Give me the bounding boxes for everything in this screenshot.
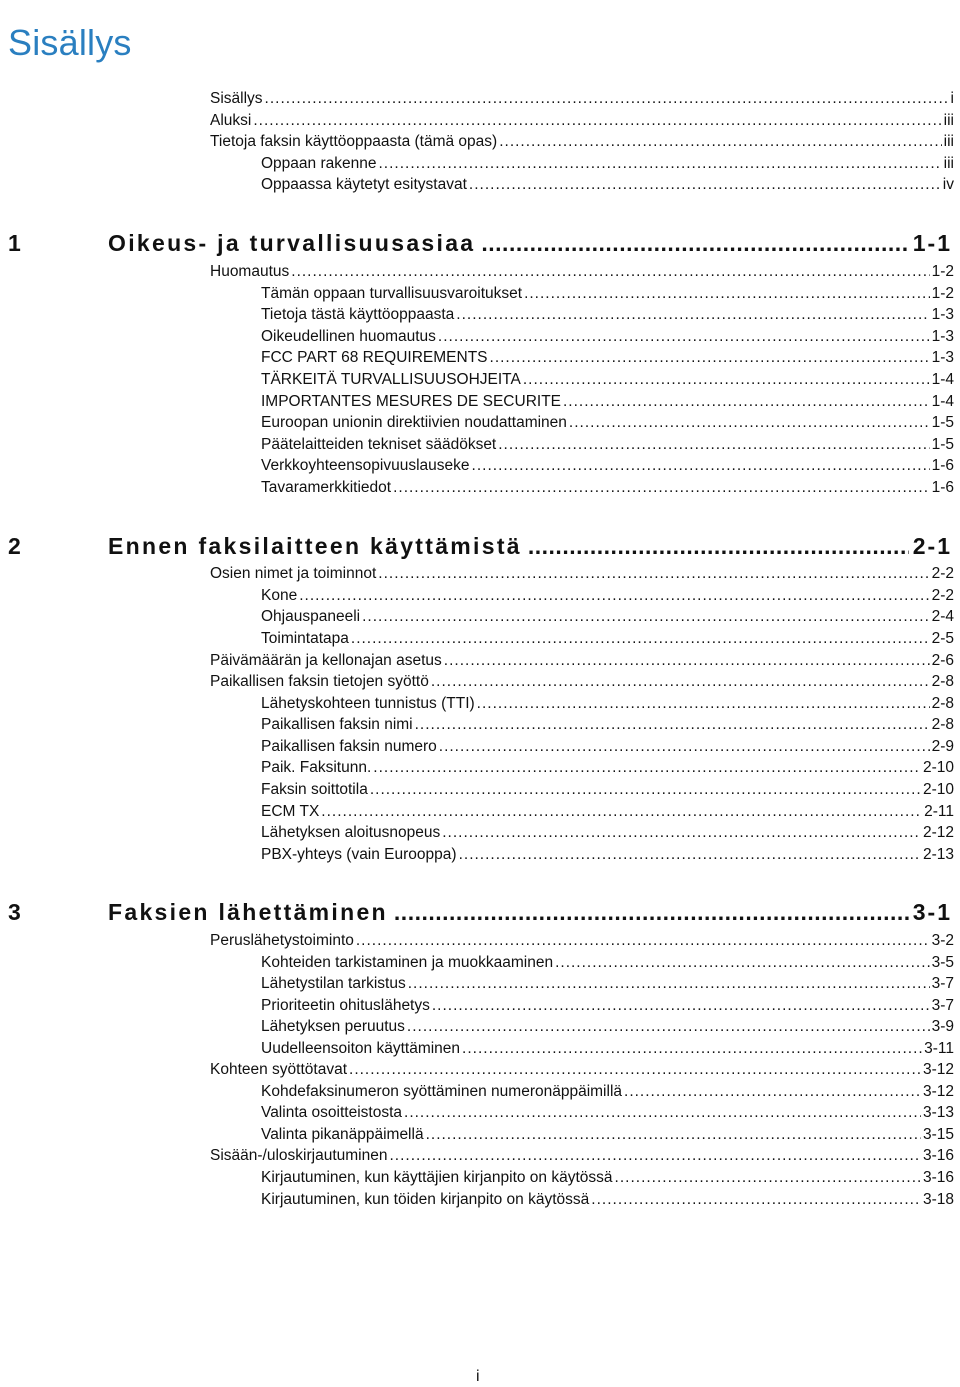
toc-entry[interactable] — [210, 651, 954, 671]
dot-leader — [462, 1039, 922, 1059]
dot-leader — [439, 737, 930, 757]
toc-entry-label: Oppaan rakenne — [261, 155, 377, 172]
toc-entry-label: Tämän oppaan turvallisuusvaroitukset — [261, 285, 523, 302]
page-title: Sisällys — [8, 22, 132, 63]
toc-entry-label: FCC PART 68 REQUIREMENTS — [261, 349, 488, 366]
dot-leader — [524, 284, 930, 304]
toc-entry-label: Päivämäärän ja kellonajan asetus — [210, 652, 442, 669]
dot-leader — [444, 651, 930, 671]
toc-subentry[interactable] — [261, 629, 954, 649]
toc-subentry[interactable] — [261, 1125, 954, 1145]
dot-leader — [438, 327, 930, 347]
toc-entry-label: Lähetystilan tarkistus — [261, 975, 406, 992]
toc-entry-page: 1-3 — [931, 306, 954, 323]
toc-subentry[interactable] — [261, 715, 954, 735]
toc-entry-page: 1-6 — [931, 479, 954, 496]
dot-leader — [407, 1017, 930, 1037]
toc-entry-page: 2-4 — [931, 608, 954, 625]
toc-subentry[interactable] — [261, 845, 954, 865]
toc-entry-label: Kirjautuminen, kun töiden kirjanpito on käytössä — [261, 1191, 590, 1208]
toc-entry-label: Prioriteetin ohituslähetys — [261, 997, 430, 1014]
toc-entry-page: 2-6 — [931, 652, 954, 669]
chapter-page: 3-1 — [912, 899, 952, 925]
toc-subentry[interactable] — [261, 305, 954, 325]
toc-entry-page: 2-12 — [922, 824, 954, 841]
toc-entry-label: Valinta pikanäppäimellä — [261, 1126, 424, 1143]
toc-subentry[interactable] — [261, 1082, 954, 1102]
dot-leader — [378, 154, 941, 174]
toc-subentry[interactable] — [261, 1190, 954, 1210]
toc-subentry[interactable] — [261, 175, 954, 195]
toc-entry-page: 2-11 — [924, 803, 954, 820]
toc-entry[interactable] — [210, 564, 954, 584]
dot-leader — [415, 715, 930, 735]
dot-leader — [370, 780, 921, 800]
toc-entry-label: Lähetyksen aloitusnopeus — [261, 824, 441, 841]
toc-entry-label: Oikeudellinen huomautus — [261, 328, 436, 345]
toc-entry-label: Tavaramerkkitiedot — [261, 479, 392, 496]
dot-leader — [404, 1103, 921, 1123]
toc-entry-label: Päätelaitteiden tekniset säädökset — [261, 436, 497, 453]
toc-subentry[interactable] — [261, 348, 954, 368]
toc-entry-page: 2-8 — [931, 673, 954, 690]
dot-leader — [299, 586, 929, 606]
toc-entry-page: 1-5 — [931, 436, 954, 453]
toc-subentry[interactable] — [261, 456, 954, 476]
toc-entry-label: Euroopan unionin direktiivien noudattaminen — [261, 414, 567, 431]
toc-entry-page: 3-7 — [931, 975, 954, 992]
toc-entry-page: 3-18 — [922, 1191, 954, 1208]
dot-leader — [456, 305, 929, 325]
dot-leader — [459, 845, 921, 865]
dot-leader — [389, 1146, 920, 1166]
toc-entry-page: 2-8 — [931, 716, 954, 733]
dot-leader — [394, 897, 909, 927]
chapter-heading[interactable] — [8, 531, 952, 561]
toc-entry-page: iii — [943, 133, 954, 150]
toc-entry[interactable] — [210, 1060, 954, 1080]
toc-subentry[interactable] — [261, 780, 954, 800]
toc-entry-page: 2-2 — [931, 565, 954, 582]
toc-subentry[interactable] — [261, 694, 954, 714]
toc-subentry[interactable] — [261, 586, 954, 606]
toc-entry-page: 3-12 — [922, 1083, 954, 1100]
toc-entry-page: 1-2 — [931, 285, 954, 302]
toc-subentry[interactable] — [261, 737, 954, 757]
dot-leader — [472, 456, 930, 476]
toc-entry-page: 1-6 — [931, 457, 954, 474]
dot-leader — [432, 996, 930, 1016]
dot-leader — [469, 175, 941, 195]
toc-entry-label: Kirjautuminen, kun käyttäjien kirjanpito on käytössä — [261, 1169, 613, 1186]
toc-entry-label: Valinta osoitteistosta — [261, 1104, 403, 1121]
dot-leader — [555, 953, 930, 973]
toc-entry-label: Lähetyksen peruutus — [261, 1018, 405, 1035]
toc-entry-label: Paik. Faksitunn. — [261, 759, 372, 776]
toc-entry[interactable] — [210, 931, 954, 951]
dot-leader — [373, 758, 921, 778]
toc-entry-label: Peruslähetystoiminto — [210, 932, 354, 949]
toc-entry-page: 1-5 — [931, 414, 954, 431]
toc-subentry[interactable] — [261, 823, 954, 843]
toc-subentry[interactable] — [261, 370, 954, 390]
toc-subentry[interactable] — [261, 413, 954, 433]
dot-leader — [351, 629, 930, 649]
chapter-number: 1 — [8, 230, 21, 256]
dot-leader — [591, 1190, 921, 1210]
toc-subentry[interactable] — [261, 996, 954, 1016]
toc-entry-page: 2-10 — [922, 781, 954, 798]
toc-subentry[interactable] — [261, 1017, 954, 1037]
dot-leader — [490, 348, 930, 368]
toc-entry-label: ECM TX — [261, 803, 320, 820]
dot-leader — [624, 1082, 921, 1102]
toc-entry-label: Paikallisen faksin nimi — [261, 716, 413, 733]
toc-entry-label: Oppaassa käytetyt esitystavat — [261, 176, 467, 193]
toc-entry-page: 1-4 — [931, 371, 954, 388]
chapter-title: Faksien lähettäminen — [108, 899, 388, 925]
toc-entry-page: 3-15 — [922, 1126, 954, 1143]
toc-subentry[interactable] — [261, 284, 954, 304]
toc-entry-page: iv — [942, 176, 954, 193]
dot-leader — [499, 132, 941, 152]
dot-leader — [253, 111, 941, 131]
toc-entry-label: Faksin soittotila — [261, 781, 368, 798]
toc-entry[interactable] — [210, 262, 954, 282]
dot-leader — [528, 531, 909, 561]
toc-entry-page: 2-2 — [931, 587, 954, 604]
toc-entry-page: 1-3 — [931, 328, 954, 345]
toc-entry-label: Paikallisen faksin tietojen syöttö — [210, 673, 429, 690]
toc-subentry[interactable] — [261, 607, 954, 627]
chapter-number: 3 — [8, 899, 21, 925]
dot-leader — [426, 1125, 921, 1145]
toc-entry-label: Toimintatapa — [261, 630, 349, 647]
toc-entry-page: 2-8 — [931, 695, 954, 712]
toc-entry-page: i — [950, 90, 954, 107]
toc-entry-label: Tietoja faksin käyttöoppaasta (tämä opas) — [210, 133, 498, 150]
toc-entry-label: Osien nimet ja toiminnot — [210, 565, 377, 582]
chapter-page: 2-1 — [912, 533, 952, 559]
toc-entry-label: Uudelleensoiton käyttäminen — [261, 1040, 461, 1057]
toc-entry[interactable] — [210, 111, 954, 131]
toc-entry-label: TÄRKEITÄ TURVALLISUUSOHJEITA — [261, 371, 521, 388]
chapter-page: 1-1 — [912, 230, 952, 256]
dot-leader — [498, 435, 929, 455]
toc-entry-label: Tietoja tästä käyttöoppaasta — [261, 306, 455, 323]
toc-entry-label: Kone — [261, 587, 298, 604]
dot-leader — [481, 228, 908, 258]
dot-leader — [442, 823, 921, 843]
toc-entry-page: 1-2 — [931, 263, 954, 280]
toc-entry-label: Aluksi — [210, 112, 252, 129]
toc-entry-page: 3-5 — [931, 954, 954, 971]
toc-entry-page: 3-2 — [931, 932, 954, 949]
toc-entry-label: Huomautus — [210, 263, 290, 280]
dot-leader — [362, 607, 929, 627]
toc-entry-page: 1-4 — [931, 393, 954, 410]
chapter-number: 2 — [8, 533, 21, 559]
toc-subentry[interactable] — [261, 1103, 954, 1123]
toc-entry-label: Kohteiden tarkistaminen ja muokkaaminen — [261, 954, 554, 971]
dot-leader — [349, 1060, 921, 1080]
toc-entry-page: 3-9 — [931, 1018, 954, 1035]
toc-entry-label: Verkkoyhteensopivuuslauseke — [261, 457, 470, 474]
toc-entry[interactable] — [210, 89, 954, 109]
toc-subentry[interactable] — [261, 154, 954, 174]
dot-leader — [356, 931, 930, 951]
toc-subentry[interactable] — [261, 478, 954, 498]
toc-entry-page: 3-13 — [922, 1104, 954, 1121]
toc-entry-page: 2-10 — [922, 759, 954, 776]
toc-subentry[interactable] — [261, 392, 954, 412]
dot-leader — [321, 802, 922, 822]
dot-leader — [523, 370, 930, 390]
toc-subentry[interactable] — [261, 974, 954, 994]
toc-entry[interactable] — [210, 672, 954, 692]
dot-leader — [408, 974, 930, 994]
toc-entry-label: Kohteen syöttötavat — [210, 1061, 348, 1078]
dot-leader — [291, 262, 929, 282]
toc-entry-label: Sisään-/uloskirjautuminen — [210, 1147, 388, 1164]
toc-entry-label: IMPORTANTES MESURES DE SECURITE — [261, 393, 561, 410]
dot-leader — [615, 1168, 921, 1188]
chapter-heading[interactable] — [8, 228, 952, 258]
dot-leader — [569, 413, 930, 433]
toc-entry-page: iii — [943, 112, 954, 129]
toc-entry-page: 3-16 — [922, 1169, 954, 1186]
dot-leader — [393, 478, 930, 498]
dot-leader — [477, 694, 930, 714]
toc-entry-label: PBX-yhteys (vain Eurooppa) — [261, 846, 457, 863]
toc-entry-page: 2-9 — [931, 738, 954, 755]
toc-subentry[interactable] — [261, 435, 954, 455]
toc-entry-page: 3-16 — [922, 1147, 954, 1164]
dot-leader — [563, 392, 930, 412]
chapter-title: Ennen faksilaitteen käyttämistä — [108, 533, 522, 559]
toc-subentry[interactable] — [261, 1039, 954, 1059]
dot-leader — [431, 672, 930, 692]
dot-leader — [378, 564, 929, 584]
toc-subentry[interactable] — [261, 758, 954, 778]
toc-subentry[interactable] — [261, 327, 954, 347]
toc-entry-page: 1-3 — [931, 349, 954, 366]
page-number: i — [476, 1368, 480, 1385]
toc-entry-label: Sisällys — [210, 90, 263, 107]
toc-entry-label: Kohdefaksinumeron syöttäminen numeronäppäimillä — [261, 1083, 623, 1100]
chapter-heading[interactable] — [8, 897, 952, 927]
toc-subentry[interactable] — [261, 802, 954, 822]
dot-leader — [265, 89, 949, 109]
toc-entry-page: 3-7 — [931, 997, 954, 1014]
toc-entry[interactable] — [210, 132, 954, 152]
toc-entry-label: Lähetyskohteen tunnistus (TTI) — [261, 695, 475, 712]
toc-subentry[interactable] — [261, 953, 954, 973]
toc-subentry[interactable] — [261, 1168, 954, 1188]
chapter-title: Oikeus- ja turvallisuusasiaa — [108, 230, 476, 256]
toc-entry[interactable] — [210, 1146, 954, 1166]
toc-entry-page: 3-11 — [924, 1040, 954, 1057]
toc-entry-label: Ohjauspaneeli — [261, 608, 361, 625]
toc-entry-label: Paikallisen faksin numero — [261, 738, 437, 755]
toc-entry-page: 2-13 — [922, 846, 954, 863]
toc-entry-page: iii — [943, 155, 954, 172]
toc-entry-page: 3-12 — [922, 1061, 954, 1078]
toc-entry-page: 2-5 — [931, 630, 954, 647]
